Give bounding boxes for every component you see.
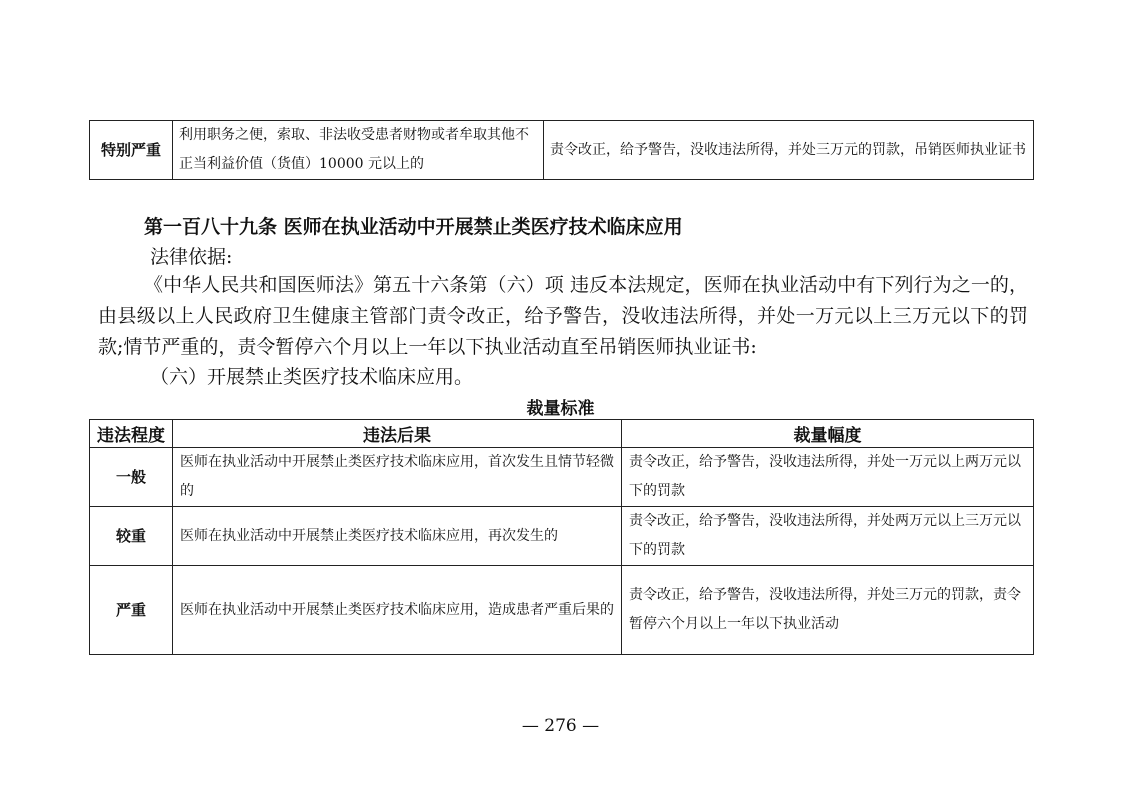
- standard-table-title: 裁量标准: [526, 399, 595, 419]
- header-violation-degree: 违法程度: [90, 420, 173, 448]
- previous-article-table: [89, 120, 1034, 180]
- violation-consequence-cell: 医师在执业活动中开展禁止类医疗技术临床应用，再次发生的: [173, 507, 622, 566]
- header-penalty-range: 裁量幅度: [622, 420, 1034, 448]
- violation-degree-cell: 一般: [90, 448, 173, 507]
- penalty-range-cell: 责令改正，给予警告，没收违法所得，并处三万元的罚款，吊销医师执业证书: [544, 121, 1034, 180]
- legal-basis-label: 法律依据:: [150, 246, 233, 268]
- violation-degree-cell: 较重: [90, 507, 173, 566]
- article-heading: 第一百八十九条 医师在执业活动中开展禁止类医疗技术临床应用: [144, 216, 683, 238]
- violation-degree-cell: 严重: [90, 566, 173, 655]
- legal-basis-text: 《中华人民共和国医师法》第五十六条第（六）项 违反本法规定，医师在执业活动中有下列行为之一的，由县级以上人民政府卫生健康主管部门责令改正，给予警告，没收违法所得，并处一万元以上三万元以下的罚款;情节严重的，责令暂停六个月以上一年以下执业活动直至吊销医师执业证书:: [98, 274, 1028, 358]
- legal-basis-item: （六）开展禁止类医疗技术临床应用。: [150, 366, 474, 388]
- violation-consequence-cell: 医师在执业活动中开展禁止类医疗技术临床应用，造成患者严重后果的: [173, 566, 622, 655]
- penalty-range-cell: 责令改正，给予警告，没收违法所得，并处一万元以上两万元以下的罚款: [622, 448, 1034, 507]
- table-row: [90, 121, 1034, 180]
- violation-consequence-cell: 利用职务之便，索取、非法收受患者财物或者牟取其他不正当利益价值（货值）10000 元以上的: [173, 121, 544, 180]
- violation-consequence-cell: 医师在执业活动中开展禁止类医疗技术临床应用，首次发生且情节轻微的: [173, 448, 622, 507]
- table-header-row: [90, 420, 1034, 448]
- page-number: — 276 —: [521, 716, 600, 736]
- table-row: [90, 448, 1034, 507]
- table-row: [90, 566, 1034, 655]
- table-row: [90, 507, 1034, 566]
- penalty-range-cell: 责令改正，给予警告，没收违法所得，并处两万元以上三万元以下的罚款: [622, 507, 1034, 566]
- discretion-standard-table: [89, 419, 1034, 655]
- violation-degree-cell: 特别严重: [90, 121, 173, 180]
- header-violation-consequence: 违法后果: [173, 420, 622, 448]
- penalty-range-cell: 责令改正，给予警告，没收违法所得，并处三万元的罚款，责令暂停六个月以上一年以下执业活动: [622, 566, 1034, 655]
